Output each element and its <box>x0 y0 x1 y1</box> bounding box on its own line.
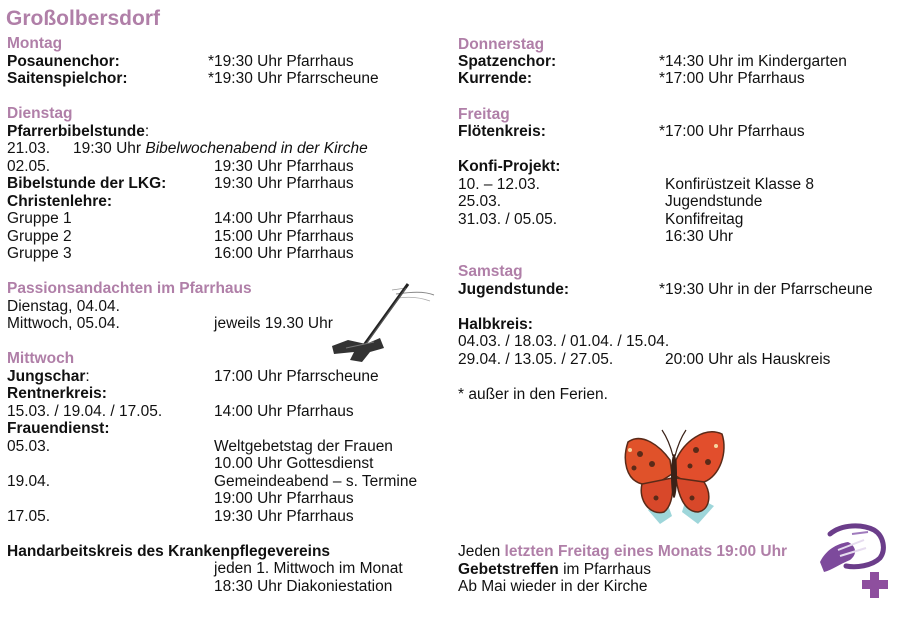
heading-donnerstag: Donnerstag <box>458 36 545 53</box>
konfi-date: 10. – 12.03. <box>458 176 540 193</box>
rentnerkreis-info: 14:00 Uhr Pfarrhaus <box>214 403 354 420</box>
frauendienst-label: Frauendienst: <box>7 420 110 437</box>
floetenkreis-info: *17:00 Uhr Pfarrhaus <box>659 123 805 140</box>
donnerstag-row-name: Spatzenchor: <box>458 53 557 70</box>
konfi-date: 25.03. <box>458 193 502 210</box>
frauen-info: Gemeindeabend – s. Termine <box>214 473 418 490</box>
pfarrerbibelstunde-label: Pfarrerbibelstunde: <box>7 123 150 140</box>
gebet-line-3: Ab Mai wieder in der Kirche <box>458 578 648 595</box>
halbkreis-dates-2: 29.04. / 13.05. / 27.05. <box>458 351 614 368</box>
rentnerkreis-label: Rentnerkreis: <box>7 385 107 402</box>
group-time: 15:00 Uhr Pfarrhaus <box>214 228 354 245</box>
jugendstunde-info: *19:30 Uhr in der Pfarrscheune <box>659 281 873 298</box>
praying-hands-icon <box>812 520 898 600</box>
frauen-date: 19.04. <box>7 473 51 490</box>
konfi-info: Konfifreitag <box>665 211 744 228</box>
passion-line-2: Mittwoch, 05.04. <box>7 315 120 332</box>
frauen-date: 17.05. <box>7 508 51 525</box>
butterfly-icon <box>618 420 730 530</box>
rentnerkreis-dates: 15.03. / 19.04. / 17.05. <box>7 403 163 420</box>
group-time: 14:00 Uhr Pfarrhaus <box>214 210 354 227</box>
konfi-info: Jugendstunde <box>665 193 763 210</box>
footnote: * außer in den Ferien. <box>458 386 608 403</box>
group-time: 16:00 Uhr Pfarrhaus <box>214 245 354 262</box>
montag-row-name: Posaunenchor: <box>7 53 120 70</box>
gebet-line-2: Gebetstreffen im Pfarrhaus <box>458 561 651 578</box>
konfi-info: 16:30 Uhr <box>665 228 734 245</box>
konfi-date: 31.03. / 05.05. <box>458 211 558 228</box>
group-name: Gruppe 3 <box>7 245 72 262</box>
pfarrer-entry-1: 19:30 Uhr Bibelwochenabend in der Kirche <box>73 140 368 157</box>
donnerstag-row-name: Kurrende: <box>458 70 533 87</box>
heading-mittwoch: Mittwoch <box>7 350 75 367</box>
frauen-date: 05.03. <box>7 438 51 455</box>
halbkreis-info: 20:00 Uhr als Hauskreis <box>665 351 831 368</box>
christenlehre-label: Christenlehre: <box>7 193 113 210</box>
halbkreis-label: Halbkreis: <box>458 316 533 333</box>
gebet-line-1: Jeden letzten Freitag eines Monats 19:00 Uhr <box>458 543 788 560</box>
heading-samstag: Samstag <box>458 263 523 280</box>
donnerstag-row-info: *14:30 Uhr im Kindergarten <box>659 53 847 70</box>
heading-passionsandachten: Passionsandachten im Pfarrhaus <box>7 280 252 297</box>
donnerstag-row-info: *17:00 Uhr Pfarrhaus <box>659 70 805 87</box>
heading-montag: Montag <box>7 35 63 52</box>
lkg-label: Bibelstunde der LKG: <box>7 175 167 192</box>
cross-icon <box>326 282 438 364</box>
halbkreis-dates-1: 04.03. / 18.03. / 01.04. / 15.04. <box>458 333 670 350</box>
frauen-info: 19:00 Uhr Pfarrhaus <box>214 490 354 507</box>
frauen-info: 10.00 Uhr Gottesdienst <box>214 455 374 472</box>
floetenkreis-label: Flötenkreis: <box>458 123 546 140</box>
passion-info: jeweils 19.30 Uhr <box>214 315 333 332</box>
handarbeitskreis-line-1: jeden 1. Mittwoch im Monat <box>214 560 403 577</box>
frauen-info: 19:30 Uhr Pfarrhaus <box>214 508 354 525</box>
group-name: Gruppe 1 <box>7 210 72 227</box>
konfi-label: Konfi-Projekt: <box>458 158 561 175</box>
frauen-info: Weltgebetstag der Frauen <box>214 438 393 455</box>
jugendstunde-label: Jugendstunde: <box>458 281 570 298</box>
passion-line-1: Dienstag, 04.04. <box>7 298 120 315</box>
heading-dienstag: Dienstag <box>7 105 73 122</box>
handarbeitskreis-label: Handarbeitskreis des Krankenpflegevereins <box>7 543 331 560</box>
group-name: Gruppe 2 <box>7 228 72 245</box>
jungschar-info: 17:00 Uhr Pfarrscheune <box>214 368 379 385</box>
montag-row-info: *19:30 Uhr Pfarrscheune <box>208 70 379 87</box>
montag-row-info: *19:30 Uhr Pfarrhaus <box>208 53 354 70</box>
pfarrer-date-2: 02.05. <box>7 158 51 175</box>
pfarrer-date-1: 21.03. <box>7 140 51 157</box>
konfi-info: Konfirüstzeit Klasse 8 <box>665 176 815 193</box>
heading-freitag: Freitag <box>458 106 510 123</box>
page-title: Großolbersdorf <box>6 7 161 30</box>
montag-row-name: Saitenspielchor: <box>7 70 128 87</box>
pfarrer-info-2: 19:30 Uhr Pfarrhaus <box>214 158 354 175</box>
lkg-info: 19:30 Uhr Pfarrhaus <box>214 175 354 192</box>
handarbeitskreis-line-2: 18:30 Uhr Diakoniestation <box>214 578 393 595</box>
jungschar-label: Jungschar: <box>7 368 90 385</box>
